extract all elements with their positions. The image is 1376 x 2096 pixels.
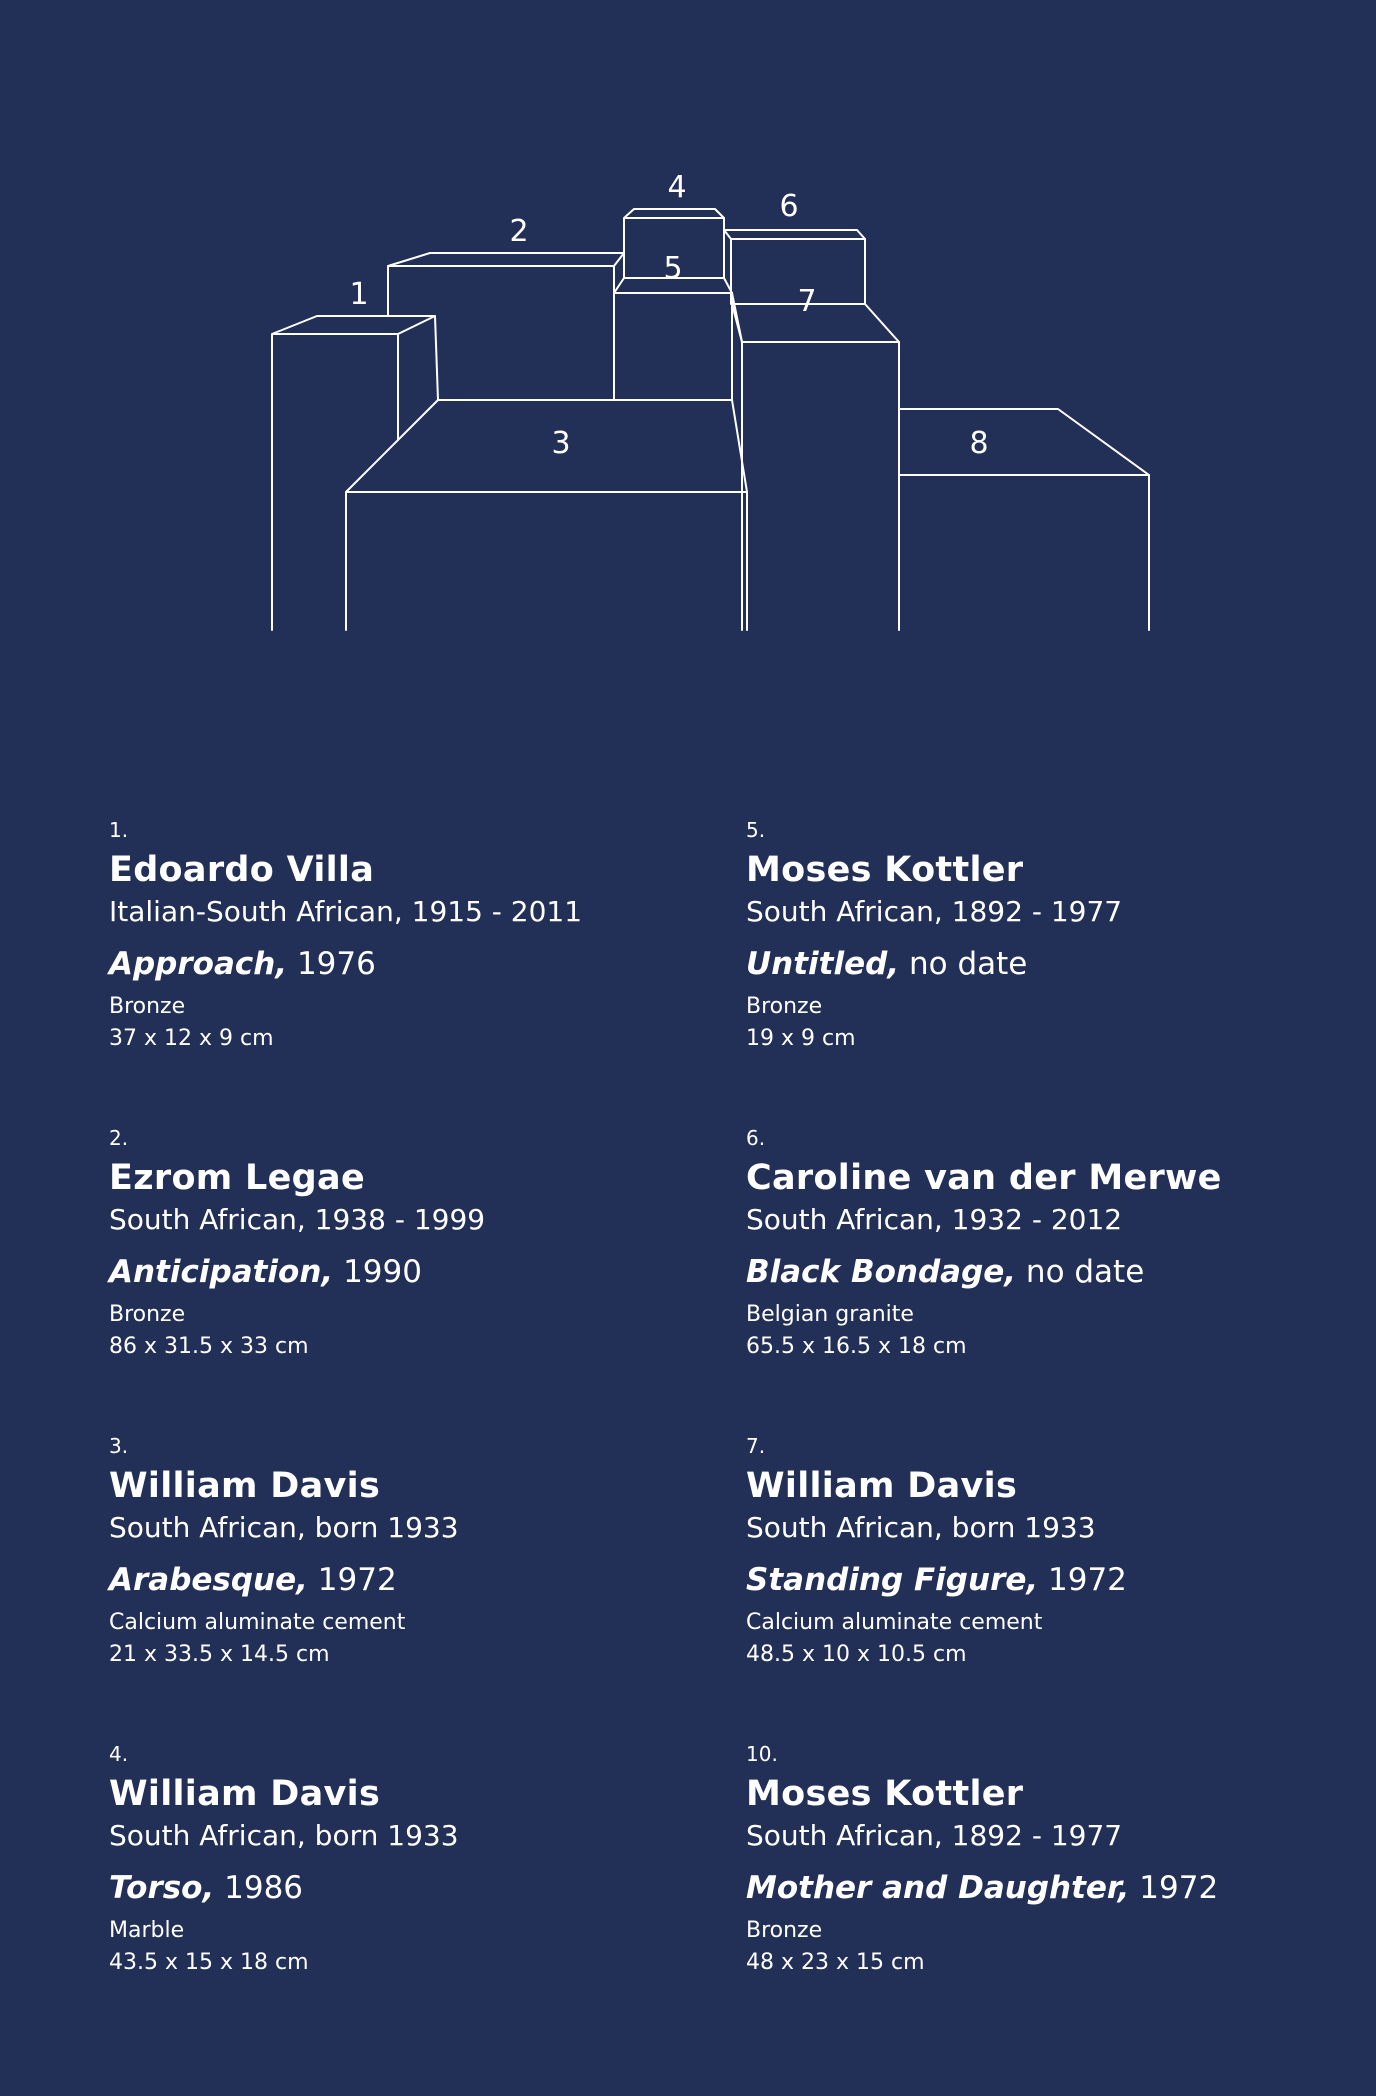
artist-name: Edoardo Villa: [109, 850, 375, 890]
entry-number: 7.: [746, 1434, 766, 1458]
entry-number: 5.: [746, 818, 766, 842]
artist-name: William Davis: [109, 1466, 381, 1506]
artwork-title-line: [109, 944, 729, 984]
artist-nationality: Italian-South African, 1915 - 2011: [109, 895, 583, 928]
artwork-title: Standing Figure,: [746, 1562, 1039, 1598]
artwork-title-line: [109, 1868, 729, 1908]
plinth-diagram-svg: [0, 0, 1376, 660]
artwork-dimensions: 19 x 9 cm: [746, 1026, 856, 1051]
artwork-title-line: [109, 1252, 729, 1292]
plinth-2-outline: [388, 253, 624, 400]
artwork-entry-1: [109, 818, 729, 1054]
plinth-6-outline: [724, 230, 865, 304]
artwork-medium: Calcium aluminate cement: [109, 1610, 406, 1635]
artwork-dimensions: 48 x 23 x 15 cm: [746, 1950, 925, 1975]
plinth-7-outline: [732, 293, 899, 630]
entry-number: 10.: [746, 1742, 778, 1766]
artwork-medium: Calcium aluminate cement: [746, 1610, 1043, 1635]
artwork-entry-5: [746, 818, 1366, 1054]
artwork-date: no date: [899, 946, 1028, 982]
artwork-medium: Belgian granite: [746, 1302, 914, 1327]
artist-nationality: South African, 1892 - 1977: [746, 1819, 1123, 1852]
artwork-title: Untitled,: [746, 946, 900, 982]
plinth-8-outline: [899, 342, 1149, 630]
entry-number: 1.: [109, 818, 129, 842]
entry-number: 4.: [109, 1742, 129, 1766]
artwork-dimensions: 65.5 x 16.5 x 18 cm: [746, 1334, 967, 1359]
artist-name: Caroline van der Merwe: [746, 1158, 1222, 1198]
artwork-title: Approach,: [109, 946, 288, 982]
artist-nationality: South African, born 1933: [109, 1511, 459, 1544]
artwork-entry-4: [109, 1742, 729, 1978]
artwork-date: 1972: [1038, 1562, 1127, 1598]
plinth-label-1: 1: [349, 277, 369, 312]
plinth-label-5: 5: [663, 251, 683, 286]
artist-nationality: South African, born 1933: [746, 1511, 1096, 1544]
artwork-dimensions: 37 x 12 x 9 cm: [109, 1026, 274, 1051]
artwork-medium: Bronze: [109, 994, 186, 1019]
artwork-title: Mother and Daughter,: [746, 1870, 1130, 1906]
artwork-entry-6: [746, 1126, 1366, 1362]
artwork-dimensions: 21 x 33.5 x 14.5 cm: [109, 1642, 330, 1667]
plinth-label-6: 6: [779, 189, 799, 224]
artwork-entry-3: [109, 1434, 729, 1670]
artwork-medium: Marble: [109, 1918, 185, 1943]
artwork-title-line: [746, 1868, 1366, 1908]
artwork-title: Anticipation,: [109, 1254, 334, 1290]
plinth-label-4: 4: [667, 170, 687, 205]
artwork-date: 1976: [287, 946, 376, 982]
entry-number: 6.: [746, 1126, 766, 1150]
plinth-label-8: 8: [969, 426, 989, 461]
plinth-5-outline: [614, 278, 732, 400]
artwork-dimensions: 48.5 x 10 x 10.5 cm: [746, 1642, 967, 1667]
artist-nationality: South African, 1938 - 1999: [109, 1203, 486, 1236]
artwork-title: Arabesque,: [109, 1562, 308, 1598]
entry-number: 2.: [109, 1126, 129, 1150]
artwork-entry-7: [746, 1434, 1366, 1670]
artist-nationality: South African, 1892 - 1977: [746, 895, 1123, 928]
plinth-diagram: [0, 0, 1376, 660]
plinth-label-2: 2: [509, 214, 529, 249]
artwork-date: 1972: [1129, 1870, 1219, 1906]
artwork-dimensions: 43.5 x 15 x 18 cm: [109, 1950, 309, 1975]
artwork-date: no date: [1016, 1254, 1145, 1290]
artwork-date: 1986: [214, 1870, 304, 1906]
artwork-medium: Bronze: [746, 1918, 823, 1943]
plinth-label-3: 3: [551, 426, 571, 461]
artwork-title-line: [746, 1560, 1366, 1600]
artist-name: Moses Kottler: [746, 1774, 1024, 1814]
artwork-date: 1972: [307, 1562, 397, 1598]
artwork-title: Torso,: [109, 1870, 215, 1906]
artwork-title-line: [109, 1560, 729, 1600]
artist-name: William Davis: [746, 1466, 1018, 1506]
plinth-label-7: 7: [797, 284, 817, 319]
artwork-entry-2: [109, 1126, 729, 1362]
plinth-3-outline: [346, 400, 747, 630]
artwork-medium: Bronze: [109, 1302, 186, 1327]
artist-nationality: South African, 1932 - 2012: [746, 1203, 1123, 1236]
artwork-title-line: [746, 944, 1366, 984]
artwork-date: 1990: [333, 1254, 422, 1290]
artwork-dimensions: 86 x 31.5 x 33 cm: [109, 1334, 309, 1359]
artwork-entry-10: [746, 1742, 1366, 1978]
artist-name: Moses Kottler: [746, 850, 1024, 890]
artwork-title-line: [746, 1252, 1366, 1292]
artist-nationality: South African, born 1933: [109, 1819, 459, 1852]
artwork-medium: Bronze: [746, 994, 823, 1019]
artist-name: William Davis: [109, 1774, 381, 1814]
artwork-title: Black Bondage,: [746, 1254, 1017, 1290]
entry-number: 3.: [109, 1434, 129, 1458]
artist-name: Ezrom Legae: [109, 1158, 365, 1198]
plinth-1-outline: [272, 316, 438, 630]
